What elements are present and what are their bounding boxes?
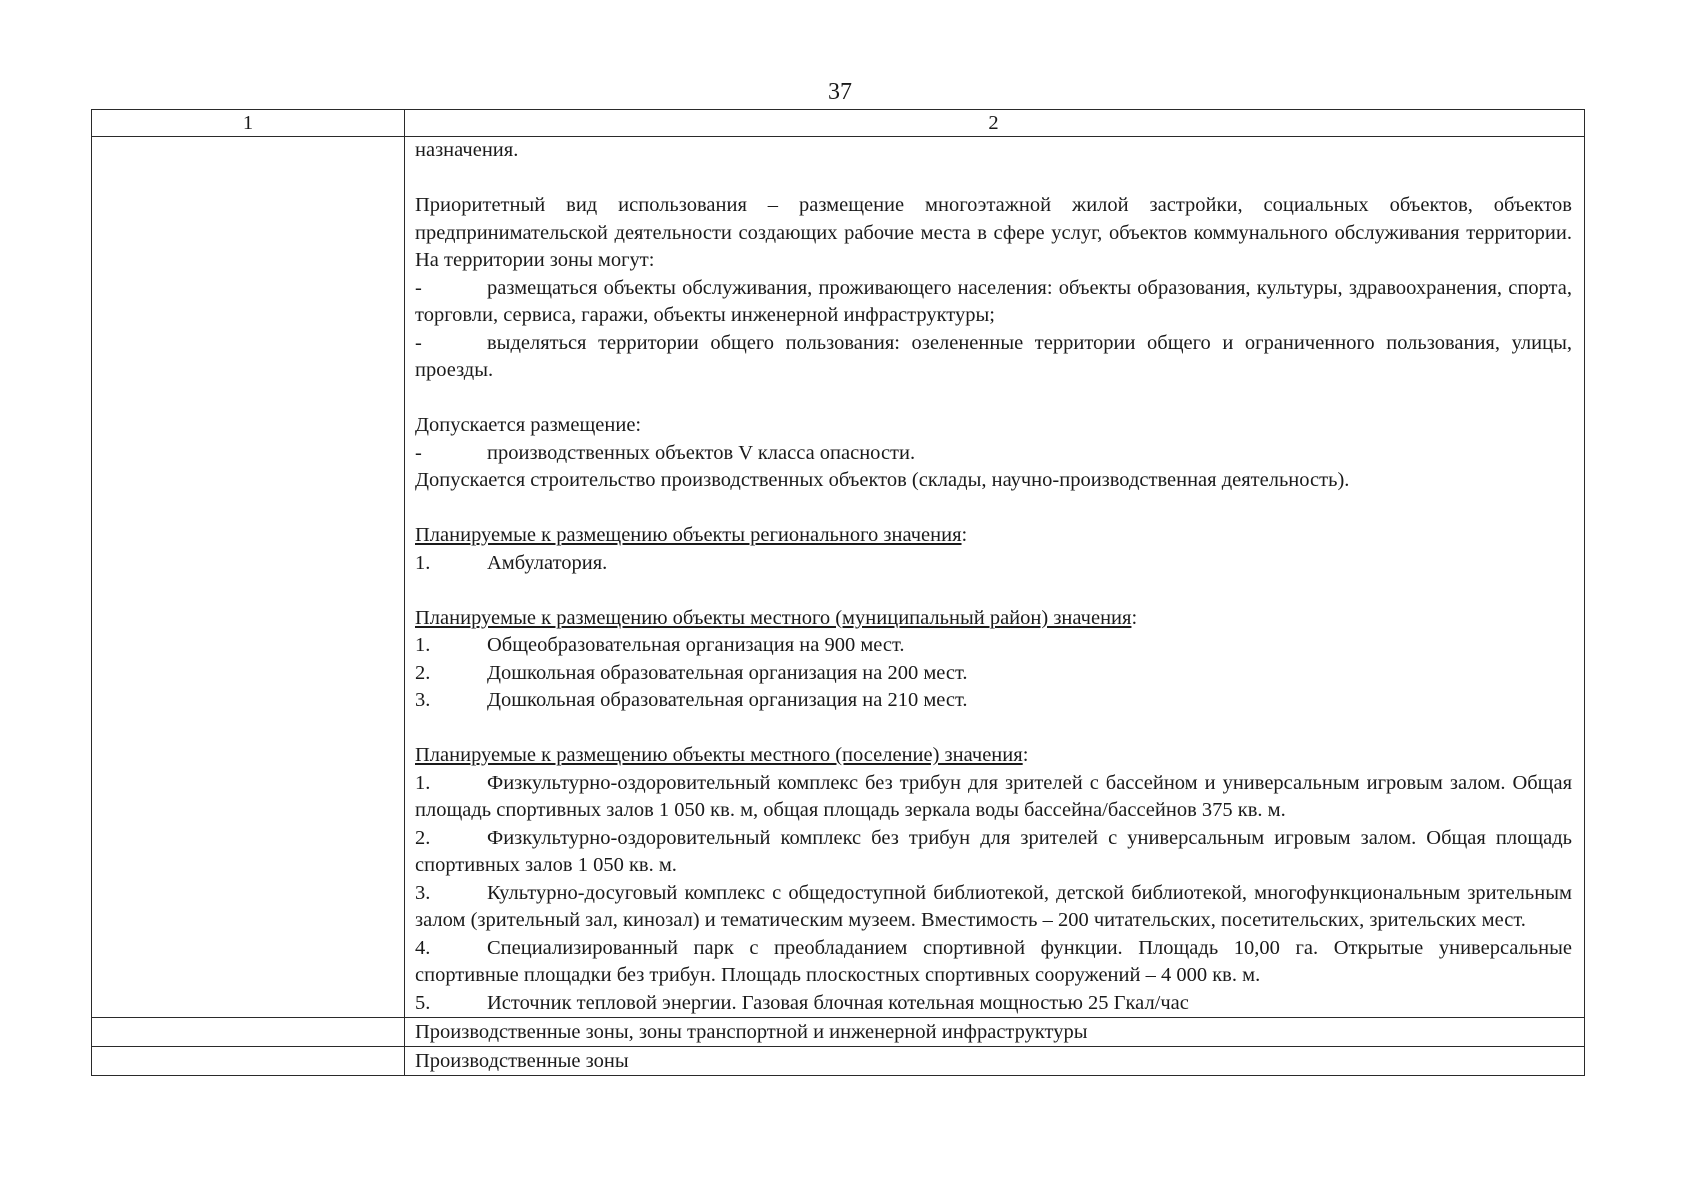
table-row-production (92, 1047, 1585, 1076)
dash-list-item (415, 330, 1572, 385)
allowed-construction-text: Допускается строительство производственных объектов (склады, научно-производственная деятельность). (415, 469, 1350, 491)
table-header-row (92, 110, 1585, 137)
list-item-text: Дошкольная образовательная организация на 200 мест. (487, 661, 968, 684)
column-1-cell-empty (92, 1047, 405, 1076)
heading-text: Планируемые к размещению объекты регионального значения (415, 524, 962, 546)
numbered-list-item (415, 660, 1572, 688)
numbered-list-item (415, 825, 1572, 880)
column-2-header: 2 (405, 110, 1585, 137)
column-1-cell-empty (92, 1018, 405, 1047)
municipal-objects-heading (415, 605, 1572, 633)
list-item-text: Физкультурно-оздоровительный комплекс без трибун для зрителей с бассейном и универсальным игровым залом. Общая площадь спортивных залов 1 050 кв. м, общая площадь зеркала воды бассейна/бассейнов 375 кв. м. (415, 771, 1572, 821)
list-marker: 1. (415, 551, 431, 574)
numbered-list-item (415, 880, 1572, 935)
list-item-text: Амбулатория. (487, 551, 608, 574)
zoning-table (91, 109, 1585, 1076)
numbered-list-item (415, 935, 1572, 990)
list-item-text: размещаться объекты обслуживания, проживающего населения: объекты образования, культуры, здравоохранения, спорта, торговли, сервиса, гаражи, объекты инженерной инфраструктуры; (415, 276, 1572, 326)
list-marker: 1. (415, 634, 431, 656)
column-1-cell-empty (92, 137, 405, 1018)
list-item-text: Общеобразовательная организация на 900 мест. (487, 634, 905, 656)
list-marker: 3. (415, 689, 431, 711)
list-marker: 2. (415, 661, 431, 684)
list-marker: - (415, 441, 422, 464)
numbered-list-item (415, 770, 1572, 825)
list-marker: 2. (415, 826, 431, 849)
dash-list-item (415, 440, 1572, 468)
dash-list-item (415, 275, 1572, 330)
numbered-list-item (415, 687, 1572, 715)
list-item-text: Дошкольная образовательная организация на 210 мест. (487, 689, 968, 711)
zone-title-cell: Производственные зоны (405, 1047, 1585, 1076)
table-row-main (92, 137, 1585, 1018)
list-marker: 3. (415, 881, 431, 904)
heading-text: Планируемые к размещению объекты местного (муниципальный район) значения (415, 606, 1132, 629)
priority-use-paragraph: Приоритетный вид использования – размещение многоэтажной жилой застройки, социальных объектов, объектов предпринимательской деятельности создающих рабочие места в сфере услуг, объектов коммунального обслуживания территории. На территории зоны могут: (415, 194, 1572, 271)
list-item-text: производственных объектов V класса опасности. (487, 441, 916, 464)
numbered-list-item (415, 632, 1572, 660)
list-item-text: выделяться территории общего пользования: озелененные территории общего и ограниченного пользования, улицы, проезды. (415, 331, 1572, 381)
list-marker: 4. (415, 936, 431, 959)
list-item-text: Источник тепловой энергии. Газовая блочная котельная мощностью 25 Гкал/час (487, 991, 1189, 1014)
numbered-list-item (415, 990, 1572, 1018)
list-item-text: Специализированный парк с преобладанием спортивной функции. Площадь 10,00 га. Открытые универсальные спортивные площадки без трибун. Площадь плоскостных спортивных сооружений – 4 000 кв. м. (415, 936, 1572, 986)
heading-colon: : (1022, 744, 1029, 766)
numbered-list-item (415, 550, 1572, 578)
column-1-header: 1 (92, 110, 405, 137)
description-cell (405, 137, 1585, 1018)
list-marker: 1. (415, 771, 431, 794)
intro-text: назначения. (415, 139, 519, 161)
zone-title-cell: Производственные зоны, зоны транспортной и инженерной инфраструктуры (405, 1018, 1585, 1047)
regional-objects-heading (415, 522, 1572, 550)
list-marker: 5. (415, 991, 431, 1014)
page-number: 37 (828, 79, 852, 105)
list-marker: - (415, 276, 422, 299)
list-item-text: Культурно-досуговый комплекс с общедоступной библиотекой, детской библиотекой, многофункциональным зрительным залом (зрительный зал, кинозал) и тематическим музеем. Вместимость – 200 читательских, посетительских, зрительских мест. (415, 881, 1572, 931)
heading-colon: : (961, 524, 968, 546)
heading-colon: : (1131, 606, 1138, 629)
list-item-text: Физкультурно-оздоровительный комплекс без трибун для зрителей с универсальным игровым залом. Общая площадь спортивных залов 1 050 кв. м. (415, 826, 1572, 876)
list-marker: - (415, 331, 422, 354)
heading-text: Планируемые к размещению объекты местного (поселение) значения (415, 744, 1023, 766)
allowed-heading: Допускается размещение: (415, 414, 642, 436)
settlement-objects-heading (415, 742, 1572, 770)
table-row-production-transport (92, 1018, 1585, 1047)
